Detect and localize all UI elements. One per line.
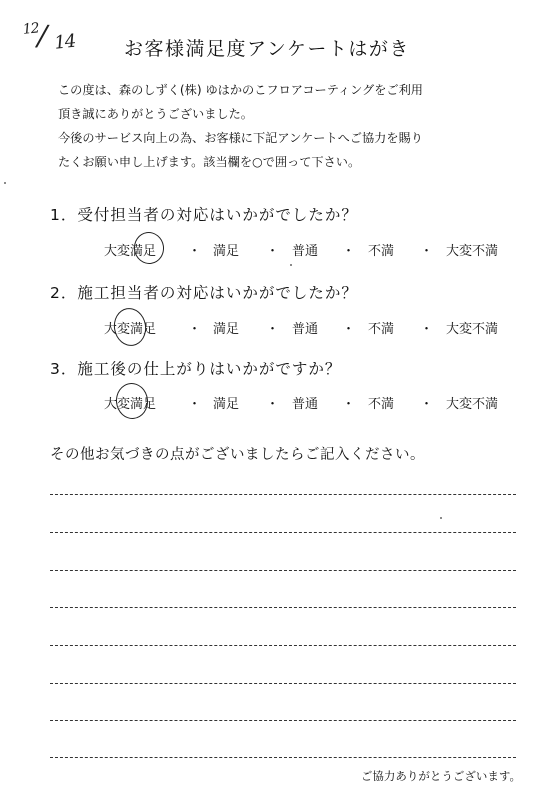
- separator-dot: ・: [342, 322, 356, 337]
- separator-dot: ・: [342, 397, 356, 412]
- separator-dot: ・: [188, 322, 202, 337]
- separator-dot: ・: [342, 244, 356, 259]
- comment-line[interactable]: [50, 570, 516, 571]
- separator-dot: ・: [420, 397, 434, 412]
- question-3: 3．施工後の仕上がりはいかがですか？: [50, 360, 342, 378]
- date-month: 12: [22, 20, 40, 38]
- comment-area[interactable]: [50, 0, 516, 800]
- option-neutral[interactable]: 普通: [292, 244, 319, 259]
- comment-line[interactable]: [50, 607, 516, 608]
- option-satisfied[interactable]: 満足: [213, 322, 240, 337]
- comment-line[interactable]: [50, 494, 516, 495]
- comment-line[interactable]: [50, 683, 516, 684]
- comment-line[interactable]: [50, 645, 516, 646]
- option-dissatisfied[interactable]: 不満: [368, 322, 395, 337]
- scan-speck: [290, 264, 292, 266]
- option-dissatisfied[interactable]: 不満: [368, 244, 395, 259]
- comment-line[interactable]: [50, 720, 516, 721]
- option-very-dissatisfied[interactable]: 大変不満: [446, 244, 499, 259]
- option-dissatisfied[interactable]: 不満: [368, 397, 395, 412]
- question-1: 1．受付担当者の対応はいかがでしたか？: [50, 206, 358, 224]
- page-title: お客様満足度アンケートはがき: [124, 38, 410, 60]
- option-very-dissatisfied[interactable]: 大変不満: [446, 397, 499, 412]
- intro-line: たくお願い申し上げます。該当欄を○で囲って下さい。: [58, 155, 361, 169]
- option-satisfied[interactable]: 満足: [213, 397, 240, 412]
- footer-thanks: ご協力ありがとうございます。: [360, 769, 521, 783]
- separator-dot: ・: [266, 397, 280, 412]
- comment-line[interactable]: [50, 757, 516, 758]
- intro-line: この度は、森のしずく(株) ゆはかのこフロアコーティングをご利用: [58, 83, 423, 97]
- option-very-satisfied[interactable]: 大変満足: [104, 244, 157, 259]
- date-slash: /: [37, 18, 47, 53]
- option-neutral[interactable]: 普通: [292, 322, 319, 337]
- intro-line: 頂き誠にありがとうございました。: [58, 107, 253, 121]
- intro-line: 今後のサービス向上の為、お客様に下記アンケートへご協力を賜り: [58, 131, 423, 145]
- option-neutral[interactable]: 普通: [292, 397, 319, 412]
- option-satisfied[interactable]: 満足: [213, 244, 240, 259]
- separator-dot: ・: [188, 244, 202, 259]
- scan-speck: [4, 182, 6, 184]
- option-very-satisfied[interactable]: 大変満足: [104, 322, 157, 337]
- separator-dot: ・: [266, 244, 280, 259]
- separator-dot: ・: [266, 322, 280, 337]
- separator-dot: ・: [420, 322, 434, 337]
- question-2: 2．施工担当者の対応はいかがでしたか？: [50, 284, 358, 302]
- comment-line[interactable]: [50, 532, 516, 533]
- separator-dot: ・: [420, 244, 434, 259]
- comments-prompt: その他お気づきの点がございましたらご記入ください。: [50, 447, 425, 463]
- option-very-satisfied[interactable]: 大変満足: [104, 397, 157, 412]
- date-day: 14: [53, 30, 77, 54]
- option-very-dissatisfied[interactable]: 大変不満: [446, 322, 499, 337]
- scan-speck: [440, 517, 442, 519]
- separator-dot: ・: [188, 397, 202, 412]
